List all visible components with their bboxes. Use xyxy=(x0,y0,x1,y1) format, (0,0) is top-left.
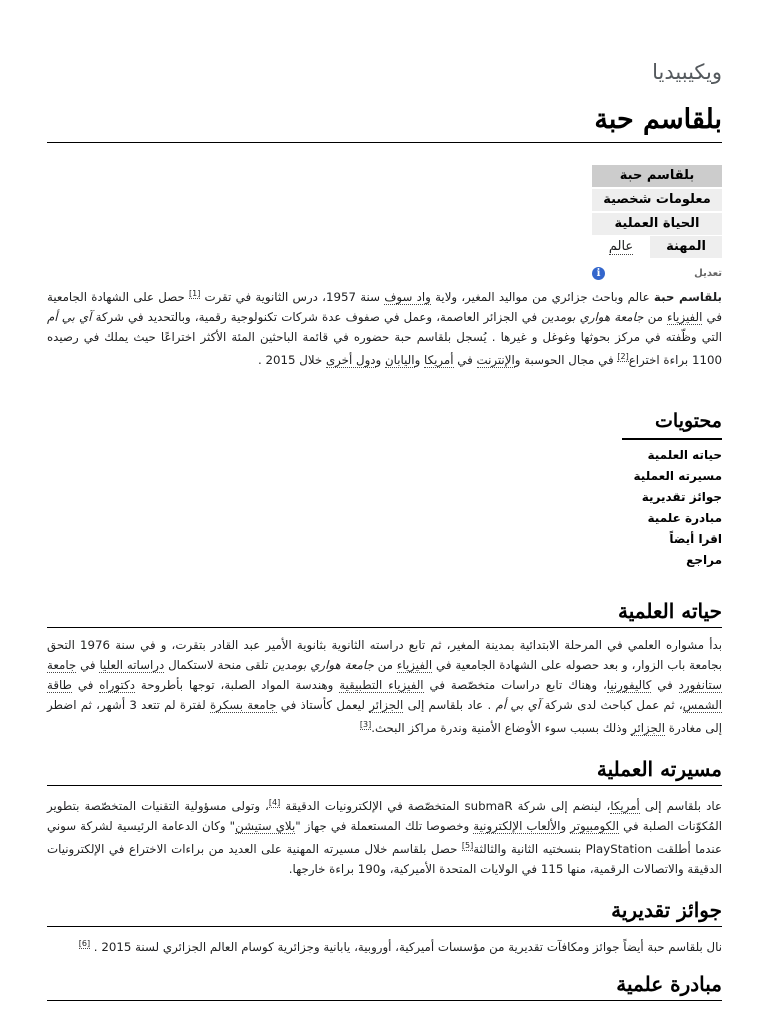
infobox xyxy=(592,165,722,280)
text-run: عاد بلقاسم إلى xyxy=(639,799,722,813)
wiki-link[interactable]: اليابان xyxy=(384,353,415,367)
text-run: تلقى منحة لاستكمال xyxy=(164,658,273,672)
wiki-link[interactable]: طاقة الشمس xyxy=(47,678,722,712)
text-run: ، لينضم إلى شركة submaR المتخصّصة في الإلكترونيات الدقيقة xyxy=(280,799,611,813)
reference-link[interactable]: [3] xyxy=(359,720,372,729)
toc-list xyxy=(622,445,722,571)
infobox-edit-link[interactable]: تعديل xyxy=(694,267,722,279)
text-run: في xyxy=(453,353,477,367)
text-run: في xyxy=(76,658,100,672)
wiki-link[interactable]: جامعة ستانفورد xyxy=(47,658,722,692)
section-heading-career: مسيرته العملية xyxy=(47,756,722,786)
wiki-link[interactable]: الفيزياء التطبيقية xyxy=(339,678,424,692)
text-run: وخصوصا تلك المستعملة في جهاز " xyxy=(295,819,474,833)
toc-title: محتويات xyxy=(622,410,722,440)
text-run: وهندسة المواد الصلبة، توجها بأطروحة xyxy=(134,678,340,692)
wiki-link[interactable]: دراساته العليا xyxy=(99,658,165,672)
infobox-value-occupation xyxy=(592,236,650,258)
wiki-link[interactable]: الجزائر xyxy=(369,698,404,712)
section-heading-scientific-life: حياته العلمية xyxy=(47,598,722,628)
site-name[interactable]: ويكيبيديا xyxy=(652,60,722,84)
infobox-header: بلقاسم حبة xyxy=(592,165,722,187)
wiki-link[interactable]: الفيزياء xyxy=(396,658,433,672)
wiki-link[interactable]: الجزائر xyxy=(630,721,666,735)
info-icon[interactable]: i xyxy=(592,267,605,280)
toc-item[interactable]: حياته العلمية xyxy=(647,448,722,462)
text-run: و xyxy=(560,819,571,833)
text-run: سنة 1957، درس الثانوية في تقرت xyxy=(200,290,385,304)
text-run: خلال 2015 . xyxy=(258,353,326,367)
text-run: من xyxy=(373,658,397,672)
wiki-link[interactable]: الإنترنت xyxy=(476,353,515,367)
section-body-career xyxy=(47,793,722,879)
wiki-link[interactable]: دكتوراه xyxy=(99,678,135,692)
italic-text: جامعة هواري بومدين xyxy=(272,658,374,672)
text-run: عالم وباحث جزائري من مواليد المغير، ولاية xyxy=(430,290,654,304)
wiki-link[interactable]: كاليفورنيا xyxy=(606,678,652,692)
reference-link[interactable]: [4] xyxy=(268,798,281,807)
bold-text: بلقاسم حبة xyxy=(653,290,722,304)
section-heading-initiative: مبادرة علمية xyxy=(47,971,722,1001)
text-run: بدأ مشواره العلمي في المرحلة الابتدائية بمدينة المغير، ثم تابع دراسته الثانوية بثانوية الأمير عبد القادر بتقرت، و في سنة 1976 التحق بجامعة باب الزوار، و بعد حصوله على الشهادة الجامعية في xyxy=(47,638,722,672)
text-run: و xyxy=(375,353,385,367)
toc-item[interactable]: جوائز تقديرية xyxy=(641,490,722,504)
italic-text: آي بي أم xyxy=(495,698,541,712)
italic-text: جامعة هواري بومدين xyxy=(541,310,644,324)
reference-link[interactable]: [1] xyxy=(188,289,201,298)
infobox-row-occupation xyxy=(592,236,722,258)
article-page xyxy=(47,0,722,1001)
infobox-label-occupation: المهنة xyxy=(650,236,722,258)
wiki-link[interactable]: الألعاب الإلكترونية xyxy=(473,819,561,833)
table-of-contents xyxy=(622,410,722,571)
wiki-link[interactable]: أمريكا xyxy=(424,353,454,367)
section-body-awards xyxy=(47,934,722,957)
reference-link[interactable]: [6] xyxy=(78,939,91,948)
toc-item[interactable]: مبادرة علمية xyxy=(647,511,722,525)
wiki-link[interactable]: جامعة بسكرة xyxy=(210,698,277,712)
wiki-link[interactable]: أمريكا xyxy=(610,799,640,813)
text-run: ، وتولى مسؤولية التقنيات المتخصّصة بتطوير المُكوّنات الصلبة في xyxy=(47,799,722,833)
wiki-link[interactable]: الفيزياء xyxy=(667,310,703,324)
text-run: ، ثم عمل كباحث لدى شركة xyxy=(540,698,683,712)
text-run: في مجال الحوسبة و xyxy=(514,353,618,367)
toc-item[interactable]: اقرا أيضاً xyxy=(669,532,722,546)
text-run: في الجزائر العاصمة، وعمل في صفوف عدة شركات تكنولوجية رقمية، وبالتحديد في شركة xyxy=(91,310,542,324)
text-run: " وكان الدعامة الرئيسية لشركة سوني عندما أطلقت PlayStation بنسختيه الثانية والثالثة xyxy=(47,819,722,856)
text-run: في xyxy=(651,678,679,692)
toc-item[interactable]: مسيرته العملية xyxy=(633,469,722,483)
wiki-link[interactable]: الكومبيوتر xyxy=(570,819,620,833)
text-run: حصل على الشهادة الجامعية في xyxy=(47,290,722,324)
text-run: نال بلقاسم حبة أيضاً جوائز ومكافآت تقديرية من مؤسسات أميركية، أوروبية، يابانية وجزائرية كوسام العالم الجزائري لسنة 2015 . xyxy=(90,940,722,954)
reference-link[interactable]: [2] xyxy=(617,352,629,361)
section-heading-awards: جوائز تقديرية xyxy=(47,897,722,927)
infobox-section-career: الحياة العملية xyxy=(592,213,722,235)
text-run: ليعمل كأستاذ في xyxy=(276,698,370,712)
text-run: من xyxy=(643,310,668,324)
text-run: في xyxy=(71,678,100,692)
text-run: . عاد بلقاسم إلى xyxy=(403,698,496,712)
italic-text: آي بي أم xyxy=(47,310,92,324)
text-run: لفترة لم تتعد 3 أشهر، ثم اضطر إلى مغادرة xyxy=(47,698,722,735)
wiki-link[interactable]: بلاي ستيشن xyxy=(235,819,296,833)
text-run: التي وظّفته في مركز بحوثها وغوغل و غيرها . يُسجل بلقاسم حبة حضوره في قائمة الباحثين المئة الأكثر اختراعًا حيث يملك في رصيده 1100 براءة اختراع xyxy=(47,330,722,367)
text-run: حصل بلقاسم خلال مسيرته المهنية على العديد من براءات الاختراع في الإلكترونيات الدقيقة والاتصالات الرقمية، منها 115 في الولايات المتحدة الأميركية، و190 براءة خارجها. xyxy=(47,842,722,876)
wiki-link[interactable]: دول أخرى xyxy=(325,353,376,367)
text-run: وذلك بسبب سوء الأوضاع الأمنية وندرة مراكز البحث. xyxy=(371,721,631,735)
page-title: بلقاسم حبة xyxy=(47,102,722,143)
intro-paragraph xyxy=(47,284,722,370)
toc-item[interactable]: مراجع xyxy=(686,553,722,567)
wiki-link[interactable]: واد سوف xyxy=(384,290,431,304)
text-run: ، وهناك تابع دراسات متخصّصة في xyxy=(423,678,607,692)
section-body-scientific-life xyxy=(47,635,722,738)
infobox-section-personal: معلومات شخصية xyxy=(592,189,722,211)
reference-link[interactable]: [5] xyxy=(461,841,474,850)
occupation-link[interactable]: عالم xyxy=(608,239,634,254)
text-run: و xyxy=(414,353,425,367)
infobox-edit-bar xyxy=(592,266,722,280)
